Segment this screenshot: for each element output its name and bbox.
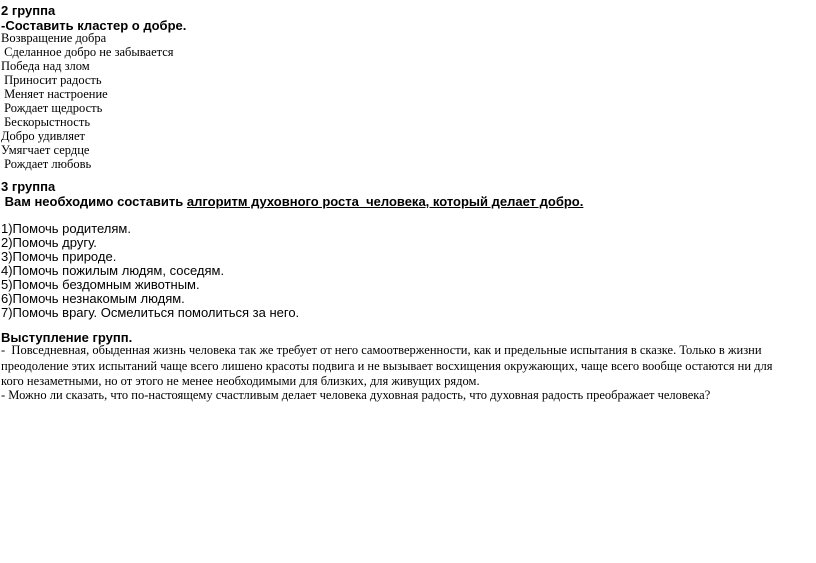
paragraph-line: - Повседневная, обыденная жизнь человека так же требует от него самоотверженности, как и предельные испытания в сказке. Только в жизни	[1, 343, 762, 357]
algorithm-step: 5)Помочь бездомным животным.	[1, 277, 200, 292]
cluster-item: Умягчает сердце	[1, 143, 90, 157]
group3-title: 3 группа	[1, 179, 56, 194]
group3-task-underlined: алгоритм духовного роста человека, который делает добро.	[186, 194, 584, 209]
paragraph-line: кого незаметными, но от этого не менее необходимыми для близких, для живущих рядом.	[1, 374, 480, 388]
cluster-item: Меняет настроение	[1, 87, 108, 101]
paragraph-line: преодоление этих испытаний чаще всего лишено красоты подвига и не вызывает восхищения окружающих, чаще всего вообще остаются ни для	[1, 359, 773, 373]
cluster-item: Бескорыстность	[1, 115, 91, 129]
algorithm-step: 3)Помочь природе.	[1, 249, 117, 264]
cluster-item: Приносит радость	[1, 73, 102, 87]
group2-title: 2 группа	[1, 3, 56, 18]
algorithm-step: 7)Помочь врагу. Осмелиться помолиться за него.	[1, 305, 300, 320]
algorithm-step: 6)Помочь незнакомым людям.	[1, 291, 185, 306]
cluster-item: Рождает любовь	[1, 157, 92, 171]
group3-task	[1, 195, 583, 208]
cluster-item: Сделанное добро не забывается	[1, 45, 174, 59]
cluster-item: Добро удивляет	[1, 129, 86, 143]
group3-task-prefix: Вам необходимо составить	[1, 194, 187, 209]
cluster-item: Рождает щедрость	[1, 101, 103, 115]
algorithm-step: 2)Помочь другу.	[1, 235, 97, 250]
cluster-item: Возвращение добра	[1, 31, 107, 45]
algorithm-step: 1)Помочь родителям.	[1, 221, 131, 236]
cluster-item: Победа над злом	[1, 59, 90, 73]
presentation-title: Выступление групп.	[1, 330, 133, 345]
paragraph-question: - Можно ли сказать, что по-настоящему счастливым делает человека духовная радость, что духовная радость преображает человека?	[1, 388, 711, 402]
group2-task: -Составить кластер о добре.	[1, 18, 187, 33]
algorithm-step: 4)Помочь пожилым людям, соседям.	[1, 263, 225, 278]
